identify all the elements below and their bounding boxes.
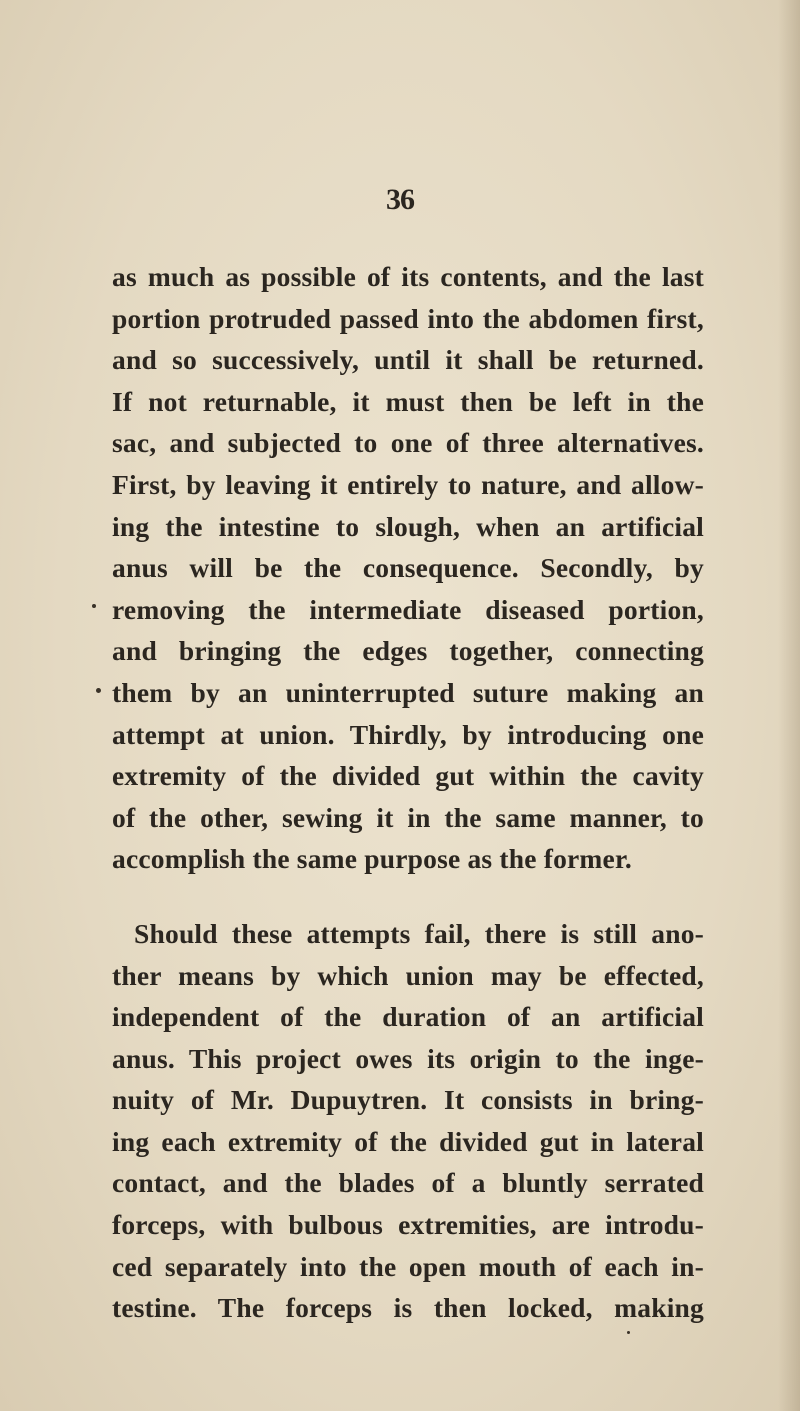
page-number: 36 [386, 183, 414, 216]
text-line: independent of the duration of an artificial [112, 1001, 704, 1033]
text-line: If not returnable, it must then be left in the [112, 385, 704, 417]
text-line: ing the intestine to slough, when an artificial [112, 510, 704, 542]
text-line: nuity of Mr. Dupuytren. It consists in bring- [112, 1084, 704, 1116]
ink-speck [627, 1331, 630, 1334]
text-line: Should these attempts fail, there is still ano- [134, 917, 704, 949]
text-line: attempt at union. Thirdly, by introducing one [112, 718, 704, 750]
text-line: anus will be the consequence. Secondly, by [112, 552, 704, 584]
text-line: ther means by which union may be effected, [112, 959, 704, 991]
text-line: contact, and the blades of a bluntly serrated [112, 1167, 704, 1199]
text-line: accomplish the same purpose as the former. [112, 843, 632, 875]
text-line: removing the intermediate diseased portion, [112, 593, 704, 625]
text-line: as much as possible of its contents, and the last [112, 261, 704, 292]
text-line: forceps, with bulbous extremities, are introdu- [112, 1209, 704, 1241]
text-line: portion protruded passed into the abdomen first, [112, 302, 704, 334]
text-line: First, by leaving it entirely to nature, and allow- [112, 468, 704, 500]
body-text [112, 256, 704, 1329]
text-line: sac, and subjected to one of three alternatives. [112, 427, 704, 459]
ink-speck [92, 604, 96, 608]
text-line: of the other, sewing it in the same manner, to [112, 801, 704, 833]
paragraph-1 [112, 256, 704, 880]
paragraph-2 [112, 913, 704, 1329]
page-edge-shadow [778, 0, 800, 1411]
text-line: testine. The forceps is then locked, making [112, 1292, 704, 1324]
text-line: ced separately into the open mouth of each in- [112, 1250, 704, 1282]
text-line: extremity of the divided gut within the cavity [112, 760, 704, 792]
text-line: and bringing the edges together, connecting [112, 635, 704, 667]
text-line: and so successively, until it shall be returned. [112, 344, 704, 376]
text-line: ing each extremity of the divided gut in lateral [112, 1125, 704, 1157]
text-line: them by an uninterrupted suture making an [112, 676, 704, 708]
ink-speck [96, 688, 101, 693]
text-line: anus. This project owes its origin to the inge- [112, 1042, 704, 1074]
paragraph-gap [112, 880, 704, 913]
